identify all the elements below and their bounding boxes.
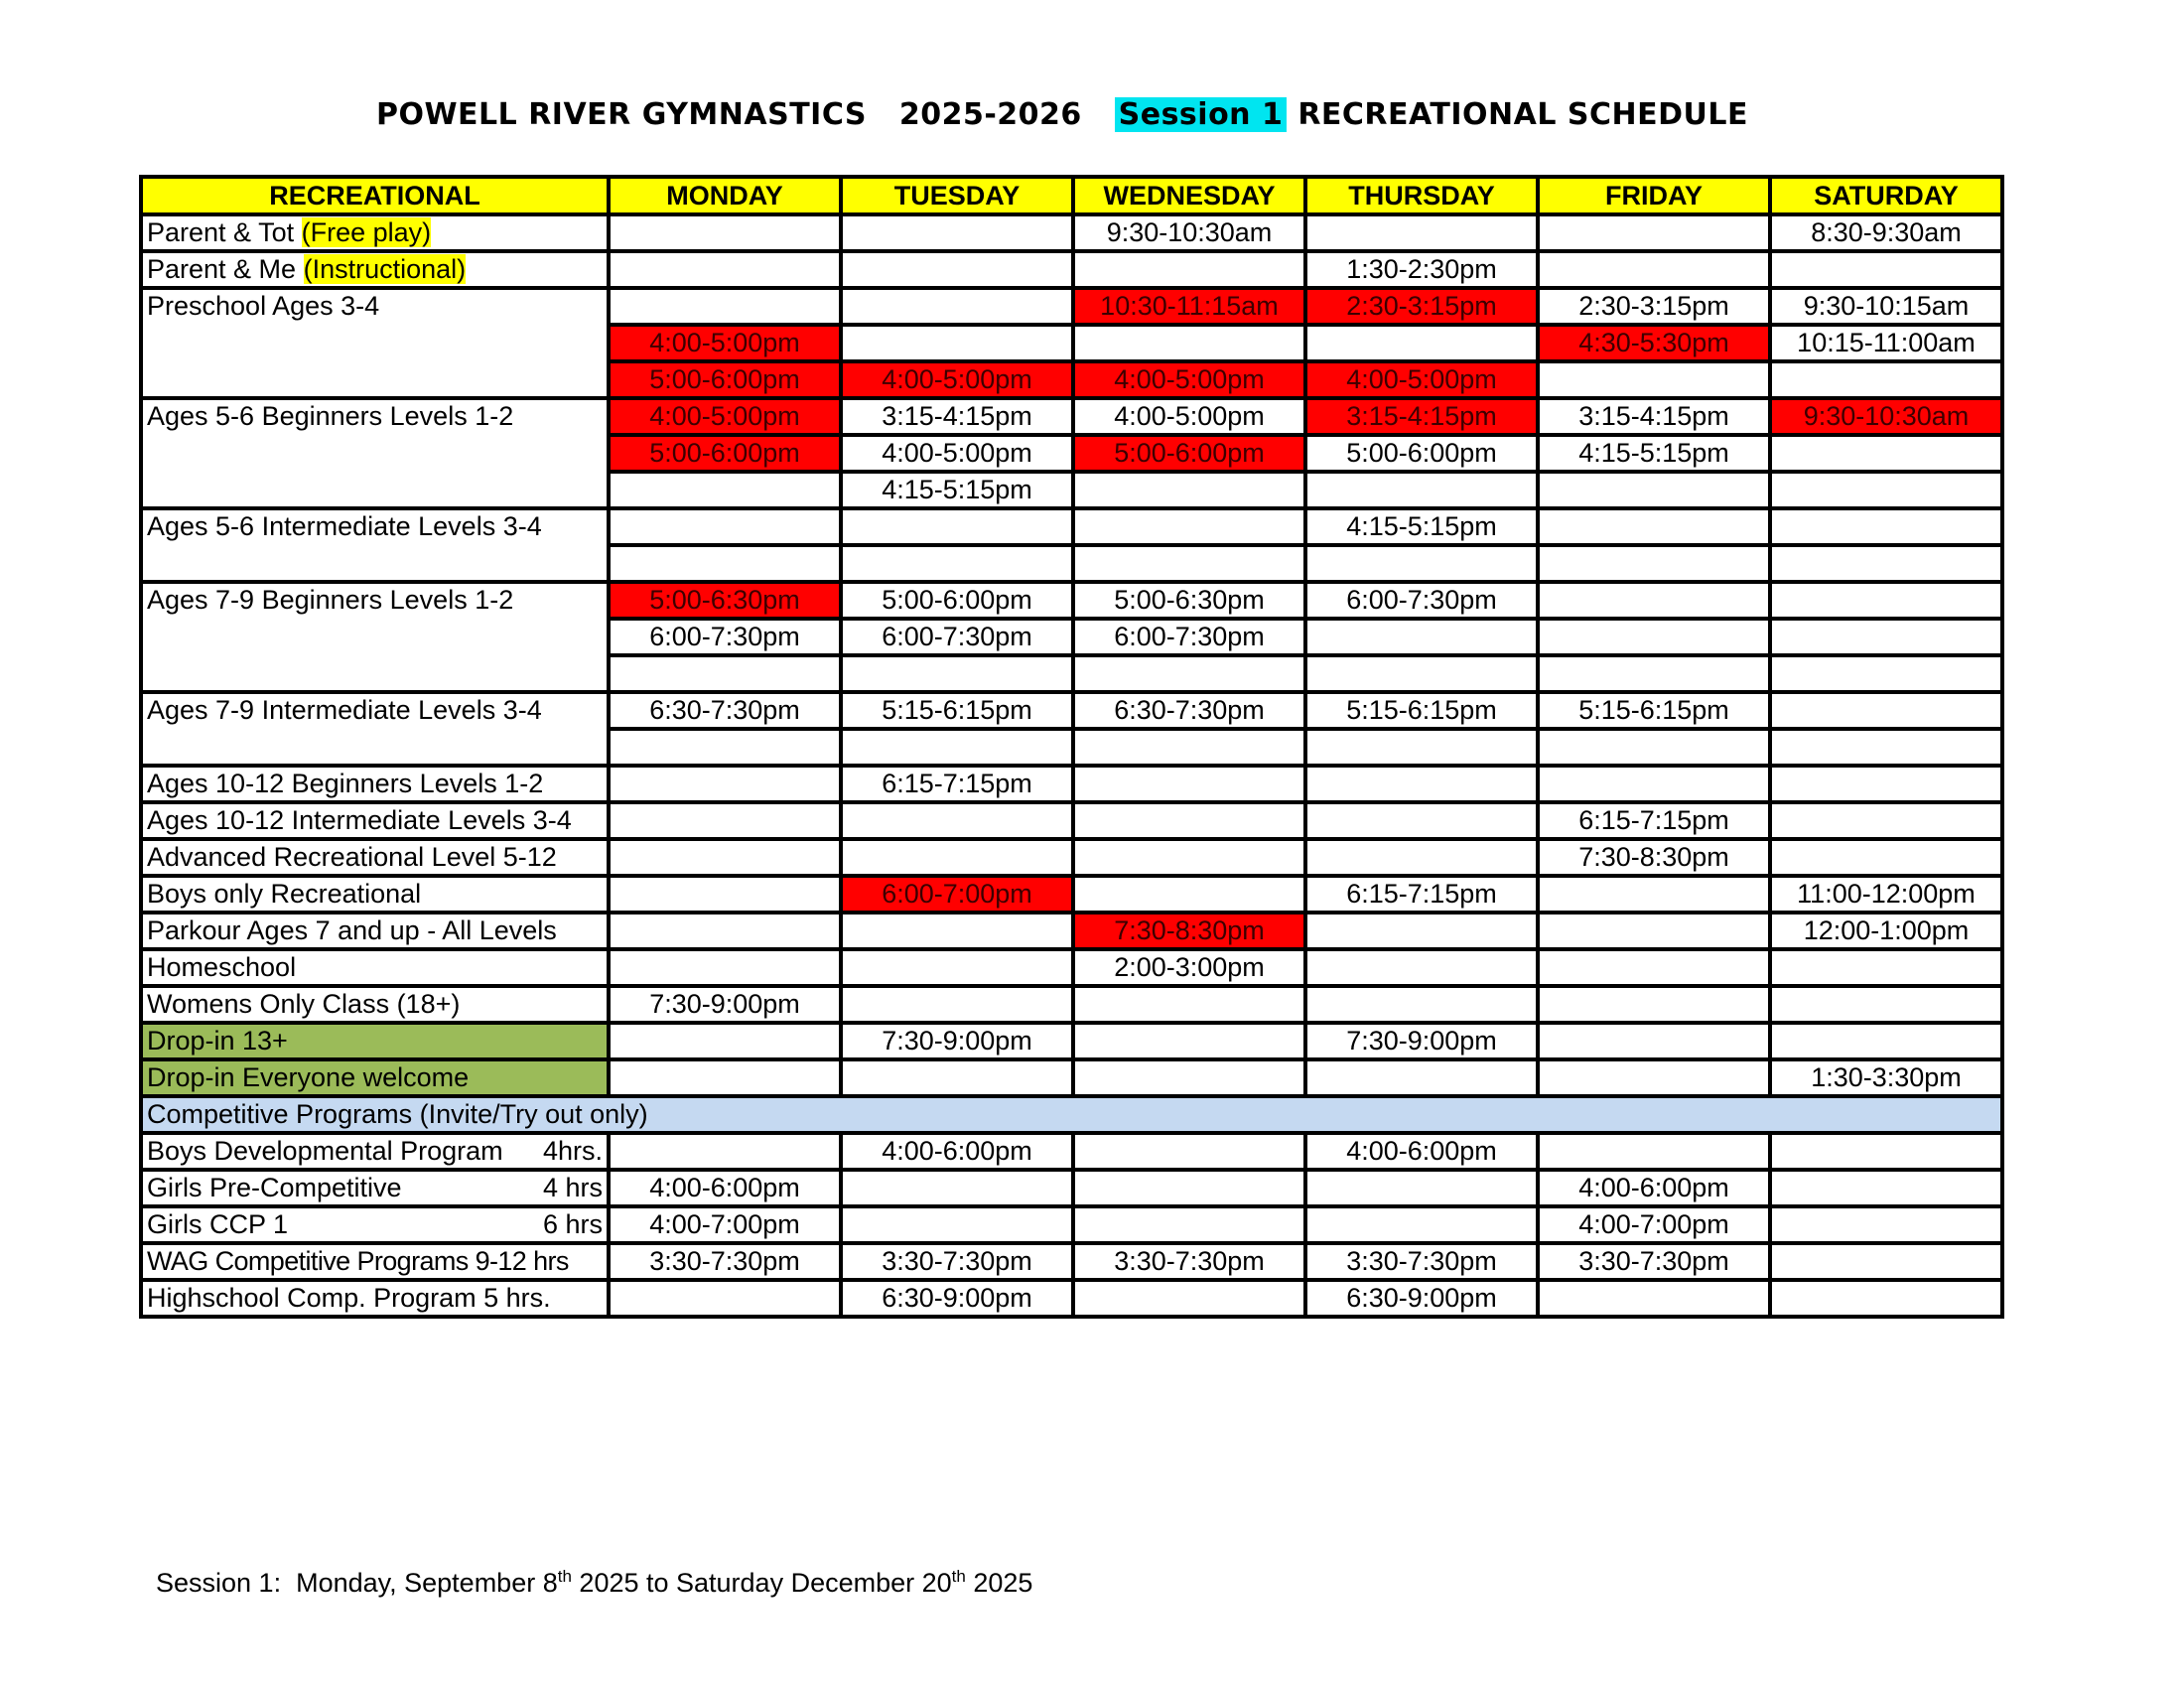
cell: 4:15-5:15pm bbox=[1305, 508, 1538, 545]
cell bbox=[1073, 508, 1305, 545]
cell bbox=[609, 913, 841, 949]
row-label-parent-me bbox=[141, 251, 609, 288]
row-label-dropin-13: Drop-in 13+ bbox=[141, 1023, 609, 1059]
row-label-homeschool: Homeschool bbox=[141, 949, 609, 986]
cell: 6:30-7:30pm bbox=[609, 692, 841, 729]
cell bbox=[609, 508, 841, 545]
cell: 6:30-7:30pm bbox=[1073, 692, 1305, 729]
table-row bbox=[141, 949, 2002, 986]
table-row bbox=[141, 582, 2002, 619]
cell: 5:15-6:15pm bbox=[1538, 692, 1770, 729]
cell: 2:30-3:15pm bbox=[1538, 288, 1770, 325]
cell bbox=[1305, 1206, 1538, 1243]
cell bbox=[1538, 582, 1770, 619]
row-label-boys-only: Boys only Recreational bbox=[141, 876, 609, 913]
cell bbox=[609, 876, 841, 913]
cell: 4:00-7:00pm bbox=[609, 1206, 841, 1243]
header-friday: FRIDAY bbox=[1538, 177, 1770, 214]
cell: 6:00-7:00pm bbox=[841, 876, 1073, 913]
cell: 5:00-6:30pm bbox=[1073, 582, 1305, 619]
cell bbox=[1073, 545, 1305, 582]
cell bbox=[1305, 766, 1538, 802]
table-row bbox=[141, 1059, 2002, 1096]
competitive-programs-heading: Competitive Programs (Invite/Try out only) bbox=[141, 1096, 2002, 1133]
cell bbox=[1770, 582, 2002, 619]
cell bbox=[1770, 766, 2002, 802]
label-wrap bbox=[147, 1135, 603, 1168]
cell bbox=[841, 545, 1073, 582]
header-thursday: THURSDAY bbox=[1305, 177, 1538, 214]
cell: 6:30-9:00pm bbox=[841, 1280, 1073, 1317]
row-label-ages-7-9-beginners: Ages 7-9 Beginners Levels 1-2 bbox=[141, 582, 609, 692]
cell bbox=[1073, 1280, 1305, 1317]
cell bbox=[1305, 913, 1538, 949]
cell bbox=[1538, 1280, 1770, 1317]
session-highlight: Session 1 bbox=[1115, 97, 1288, 132]
cell bbox=[609, 545, 841, 582]
cell bbox=[1305, 1059, 1538, 1096]
cell bbox=[1770, 692, 2002, 729]
cell bbox=[1073, 986, 1305, 1023]
cell bbox=[609, 1280, 841, 1317]
label-text: Parent & Me bbox=[147, 254, 304, 284]
label-text: Girls CCP 1 bbox=[147, 1209, 289, 1239]
table-row bbox=[141, 1206, 2002, 1243]
table-row bbox=[141, 508, 2002, 545]
cell bbox=[841, 913, 1073, 949]
header-monday: MONDAY bbox=[609, 177, 841, 214]
cell bbox=[1770, 729, 2002, 766]
cell: 3:15-4:15pm bbox=[1305, 398, 1538, 435]
cell bbox=[841, 508, 1073, 545]
cell bbox=[1305, 729, 1538, 766]
cell: 9:30-10:30am bbox=[1770, 398, 2002, 435]
cell bbox=[1073, 1023, 1305, 1059]
cell: 6:15-7:15pm bbox=[841, 766, 1073, 802]
cell: 1:30-3:30pm bbox=[1770, 1059, 2002, 1096]
cell bbox=[841, 214, 1073, 251]
table-row bbox=[141, 288, 2002, 325]
hours-text: 4hrs. bbox=[542, 1136, 603, 1166]
cell: 3:30-7:30pm bbox=[1073, 1243, 1305, 1280]
cell: 10:30-11:15am bbox=[1073, 288, 1305, 325]
cell bbox=[609, 729, 841, 766]
cell bbox=[1538, 508, 1770, 545]
session-dates-footer bbox=[156, 1567, 1032, 1599]
cell bbox=[1538, 876, 1770, 913]
row-label-advanced: Advanced Recreational Level 5-12 bbox=[141, 839, 609, 876]
cell bbox=[1073, 251, 1305, 288]
cell: 3:30-7:30pm bbox=[1538, 1243, 1770, 1280]
row-label-ages-5-6-intermediate: Ages 5-6 Intermediate Levels 3-4 bbox=[141, 508, 609, 582]
cell: 1:30-2:30pm bbox=[1305, 251, 1538, 288]
cell bbox=[1073, 1170, 1305, 1206]
cell: 6:15-7:15pm bbox=[1538, 802, 1770, 839]
cell bbox=[609, 802, 841, 839]
row-label-wag: WAG Competitive Programs 9-12 hrs bbox=[141, 1243, 609, 1280]
cell: 2:30-3:15pm bbox=[1305, 288, 1538, 325]
footer-text: 2025 bbox=[965, 1568, 1033, 1598]
cell bbox=[1770, 508, 2002, 545]
table-row bbox=[141, 692, 2002, 729]
table-row bbox=[141, 214, 2002, 251]
cell: 4:15-5:15pm bbox=[1538, 435, 1770, 472]
cell bbox=[841, 802, 1073, 839]
cell bbox=[841, 986, 1073, 1023]
cell: 3:15-4:15pm bbox=[841, 398, 1073, 435]
cell: 12:00-1:00pm bbox=[1770, 913, 2002, 949]
cell bbox=[1538, 619, 1770, 655]
cell bbox=[1073, 1059, 1305, 1096]
cell: 4:00-5:00pm bbox=[841, 361, 1073, 398]
schedule-table bbox=[139, 175, 2004, 1319]
row-label-girls-ccp bbox=[141, 1206, 609, 1243]
cell bbox=[1770, 655, 2002, 692]
cell: 4:00-7:00pm bbox=[1538, 1206, 1770, 1243]
cell: 5:00-6:00pm bbox=[841, 582, 1073, 619]
cell bbox=[1305, 619, 1538, 655]
cell bbox=[841, 839, 1073, 876]
cell bbox=[1538, 986, 1770, 1023]
cell bbox=[1770, 251, 2002, 288]
cell bbox=[1770, 1170, 2002, 1206]
table-row bbox=[141, 398, 2002, 435]
cell bbox=[1538, 472, 1770, 508]
cell bbox=[841, 251, 1073, 288]
cell bbox=[1538, 729, 1770, 766]
cell: 7:30-8:30pm bbox=[1538, 839, 1770, 876]
row-label-ages-5-6-beginners: Ages 5-6 Beginners Levels 1-2 bbox=[141, 398, 609, 508]
cell bbox=[841, 729, 1073, 766]
cell: 4:00-6:00pm bbox=[1305, 1133, 1538, 1170]
cell: 7:30-9:00pm bbox=[841, 1023, 1073, 1059]
cell bbox=[1305, 839, 1538, 876]
table-row bbox=[141, 1243, 2002, 1280]
cell bbox=[609, 1059, 841, 1096]
cell bbox=[1538, 766, 1770, 802]
cell bbox=[609, 766, 841, 802]
title-text: POWELL RIVER GYMNASTICS 2025-2026 bbox=[375, 97, 1115, 132]
row-label-ages-7-9-intermediate: Ages 7-9 Intermediate Levels 3-4 bbox=[141, 692, 609, 766]
footer-sup: th bbox=[951, 1567, 966, 1586]
cell: 4:00-5:00pm bbox=[1073, 398, 1305, 435]
cell: 3:30-7:30pm bbox=[841, 1243, 1073, 1280]
cell bbox=[1770, 949, 2002, 986]
cell bbox=[1073, 839, 1305, 876]
cell: 6:00-7:30pm bbox=[1073, 619, 1305, 655]
cell: 6:00-7:30pm bbox=[609, 619, 841, 655]
cell bbox=[609, 1023, 841, 1059]
cell bbox=[1305, 325, 1538, 361]
cell bbox=[1073, 1133, 1305, 1170]
cell: 7:30-9:00pm bbox=[1305, 1023, 1538, 1059]
cell: 4:00-5:00pm bbox=[1073, 361, 1305, 398]
header-row bbox=[141, 177, 2002, 214]
cell: 7:30-8:30pm bbox=[1073, 913, 1305, 949]
footer-text: Session 1: Monday, September 8 bbox=[156, 1568, 558, 1598]
cell bbox=[1538, 655, 1770, 692]
cell bbox=[1073, 655, 1305, 692]
cell: 6:00-7:30pm bbox=[841, 619, 1073, 655]
cell bbox=[609, 214, 841, 251]
cell: 6:15-7:15pm bbox=[1305, 876, 1538, 913]
cell bbox=[1073, 729, 1305, 766]
cell bbox=[1538, 949, 1770, 986]
cell bbox=[1770, 619, 2002, 655]
title-text-end: RECREATIONAL SCHEDULE bbox=[1287, 97, 1749, 132]
row-label-highschool: Highschool Comp. Program 5 hrs. bbox=[141, 1280, 609, 1317]
row-label-ages-10-12-beginners: Ages 10-12 Beginners Levels 1-2 bbox=[141, 766, 609, 802]
cell bbox=[1770, 1243, 2002, 1280]
cell bbox=[609, 288, 841, 325]
cell bbox=[1305, 545, 1538, 582]
header-recreational: RECREATIONAL bbox=[141, 177, 609, 214]
cell: 4:30-5:30pm bbox=[1538, 325, 1770, 361]
cell: 5:00-6:00pm bbox=[609, 435, 841, 472]
cell bbox=[1538, 1059, 1770, 1096]
cell: 5:15-6:15pm bbox=[1305, 692, 1538, 729]
free-play-highlight: (Free play) bbox=[301, 217, 432, 247]
cell bbox=[841, 288, 1073, 325]
cell bbox=[609, 251, 841, 288]
cell bbox=[1770, 802, 2002, 839]
page-title bbox=[0, 97, 2124, 132]
table-row bbox=[141, 986, 2002, 1023]
cell bbox=[1538, 913, 1770, 949]
row-label-preschool: Preschool Ages 3-4 bbox=[141, 288, 609, 398]
cell: 5:15-6:15pm bbox=[841, 692, 1073, 729]
row-label-parent-tot bbox=[141, 214, 609, 251]
cell bbox=[609, 949, 841, 986]
cell bbox=[1770, 545, 2002, 582]
cell: 5:00-6:00pm bbox=[1073, 435, 1305, 472]
table-row bbox=[141, 913, 2002, 949]
label-text: Boys Developmental Program bbox=[147, 1136, 503, 1166]
header-tuesday: TUESDAY bbox=[841, 177, 1073, 214]
cell bbox=[1770, 986, 2002, 1023]
cell bbox=[609, 839, 841, 876]
cell bbox=[609, 1133, 841, 1170]
cell bbox=[1770, 1023, 2002, 1059]
cell: 4:00-6:00pm bbox=[841, 1133, 1073, 1170]
cell bbox=[1073, 802, 1305, 839]
cell bbox=[1538, 251, 1770, 288]
cell bbox=[1305, 655, 1538, 692]
cell: 4:00-5:00pm bbox=[609, 325, 841, 361]
cell bbox=[1305, 472, 1538, 508]
cell: 4:15-5:15pm bbox=[841, 472, 1073, 508]
cell bbox=[1538, 1023, 1770, 1059]
cell: 3:30-7:30pm bbox=[609, 1243, 841, 1280]
cell bbox=[1538, 361, 1770, 398]
cell: 5:00-6:00pm bbox=[1305, 435, 1538, 472]
header-saturday: SATURDAY bbox=[1770, 177, 2002, 214]
table-row bbox=[141, 1023, 2002, 1059]
cell bbox=[841, 1059, 1073, 1096]
cell: 8:30-9:30am bbox=[1770, 214, 2002, 251]
cell: 5:00-6:00pm bbox=[609, 361, 841, 398]
cell bbox=[1770, 839, 2002, 876]
cell: 3:15-4:15pm bbox=[1538, 398, 1770, 435]
cell: 9:30-10:15am bbox=[1770, 288, 2002, 325]
cell bbox=[841, 949, 1073, 986]
cell: 7:30-9:00pm bbox=[609, 986, 841, 1023]
cell: 4:00-5:00pm bbox=[1305, 361, 1538, 398]
cell: 2:00-3:00pm bbox=[1073, 949, 1305, 986]
cell: 4:00-6:00pm bbox=[1538, 1170, 1770, 1206]
label-text: Girls Pre-Competitive bbox=[147, 1173, 402, 1202]
cell bbox=[1770, 361, 2002, 398]
label-text: Parent & Tot bbox=[147, 217, 302, 247]
cell bbox=[1073, 766, 1305, 802]
cell: 4:00-5:00pm bbox=[841, 435, 1073, 472]
label-wrap bbox=[147, 1172, 603, 1204]
table-row bbox=[141, 876, 2002, 913]
table-row bbox=[141, 1170, 2002, 1206]
cell bbox=[1770, 1206, 2002, 1243]
row-label-parkour: Parkour Ages 7 and up - All Levels bbox=[141, 913, 609, 949]
cell: 10:15-11:00am bbox=[1770, 325, 2002, 361]
cell bbox=[841, 655, 1073, 692]
cell bbox=[1305, 1170, 1538, 1206]
cell bbox=[841, 1206, 1073, 1243]
table-row bbox=[141, 251, 2002, 288]
cell bbox=[1538, 214, 1770, 251]
label-wrap bbox=[147, 1208, 603, 1241]
row-label-girls-pre-competitive bbox=[141, 1170, 609, 1206]
cell bbox=[1770, 472, 2002, 508]
cell: 4:00-6:00pm bbox=[609, 1170, 841, 1206]
cell: 9:30-10:30am bbox=[1073, 214, 1305, 251]
header-wednesday: WEDNESDAY bbox=[1073, 177, 1305, 214]
cell bbox=[609, 655, 841, 692]
table-row bbox=[141, 1280, 2002, 1317]
cell bbox=[1305, 986, 1538, 1023]
row-label-womens: Womens Only Class (18+) bbox=[141, 986, 609, 1023]
instructional-highlight: (Instructional) bbox=[303, 254, 467, 284]
table-row bbox=[141, 802, 2002, 839]
cell bbox=[1073, 876, 1305, 913]
cell bbox=[841, 325, 1073, 361]
table-row bbox=[141, 766, 2002, 802]
cell: 11:00-12:00pm bbox=[1770, 876, 2002, 913]
cell bbox=[1305, 949, 1538, 986]
cell: 6:30-9:00pm bbox=[1305, 1280, 1538, 1317]
cell: 4:00-5:00pm bbox=[609, 398, 841, 435]
cell bbox=[1073, 325, 1305, 361]
cell bbox=[1305, 802, 1538, 839]
row-label-boys-developmental bbox=[141, 1133, 609, 1170]
cell bbox=[1770, 435, 2002, 472]
table-row bbox=[141, 839, 2002, 876]
cell bbox=[1305, 214, 1538, 251]
cell: 6:00-7:30pm bbox=[1305, 582, 1538, 619]
cell bbox=[1538, 545, 1770, 582]
cell bbox=[1073, 1206, 1305, 1243]
table-row bbox=[141, 1133, 2002, 1170]
footer-sup: th bbox=[557, 1567, 572, 1586]
hours-text: 4 hrs bbox=[542, 1173, 603, 1202]
row-label-ages-10-12-intermediate: Ages 10-12 Intermediate Levels 3-4 bbox=[141, 802, 609, 839]
cell bbox=[609, 472, 841, 508]
cell bbox=[1770, 1280, 2002, 1317]
cell bbox=[1073, 472, 1305, 508]
footer-text: 2025 to Saturday December 20 bbox=[571, 1568, 952, 1598]
cell: 3:30-7:30pm bbox=[1305, 1243, 1538, 1280]
cell bbox=[841, 1170, 1073, 1206]
hours-text: 6 hrs bbox=[542, 1209, 603, 1239]
cell: 5:00-6:30pm bbox=[609, 582, 841, 619]
cell bbox=[1538, 1133, 1770, 1170]
row-label-dropin-everyone: Drop-in Everyone welcome bbox=[141, 1059, 609, 1096]
cell bbox=[1770, 1133, 2002, 1170]
table-row bbox=[141, 1096, 2002, 1133]
